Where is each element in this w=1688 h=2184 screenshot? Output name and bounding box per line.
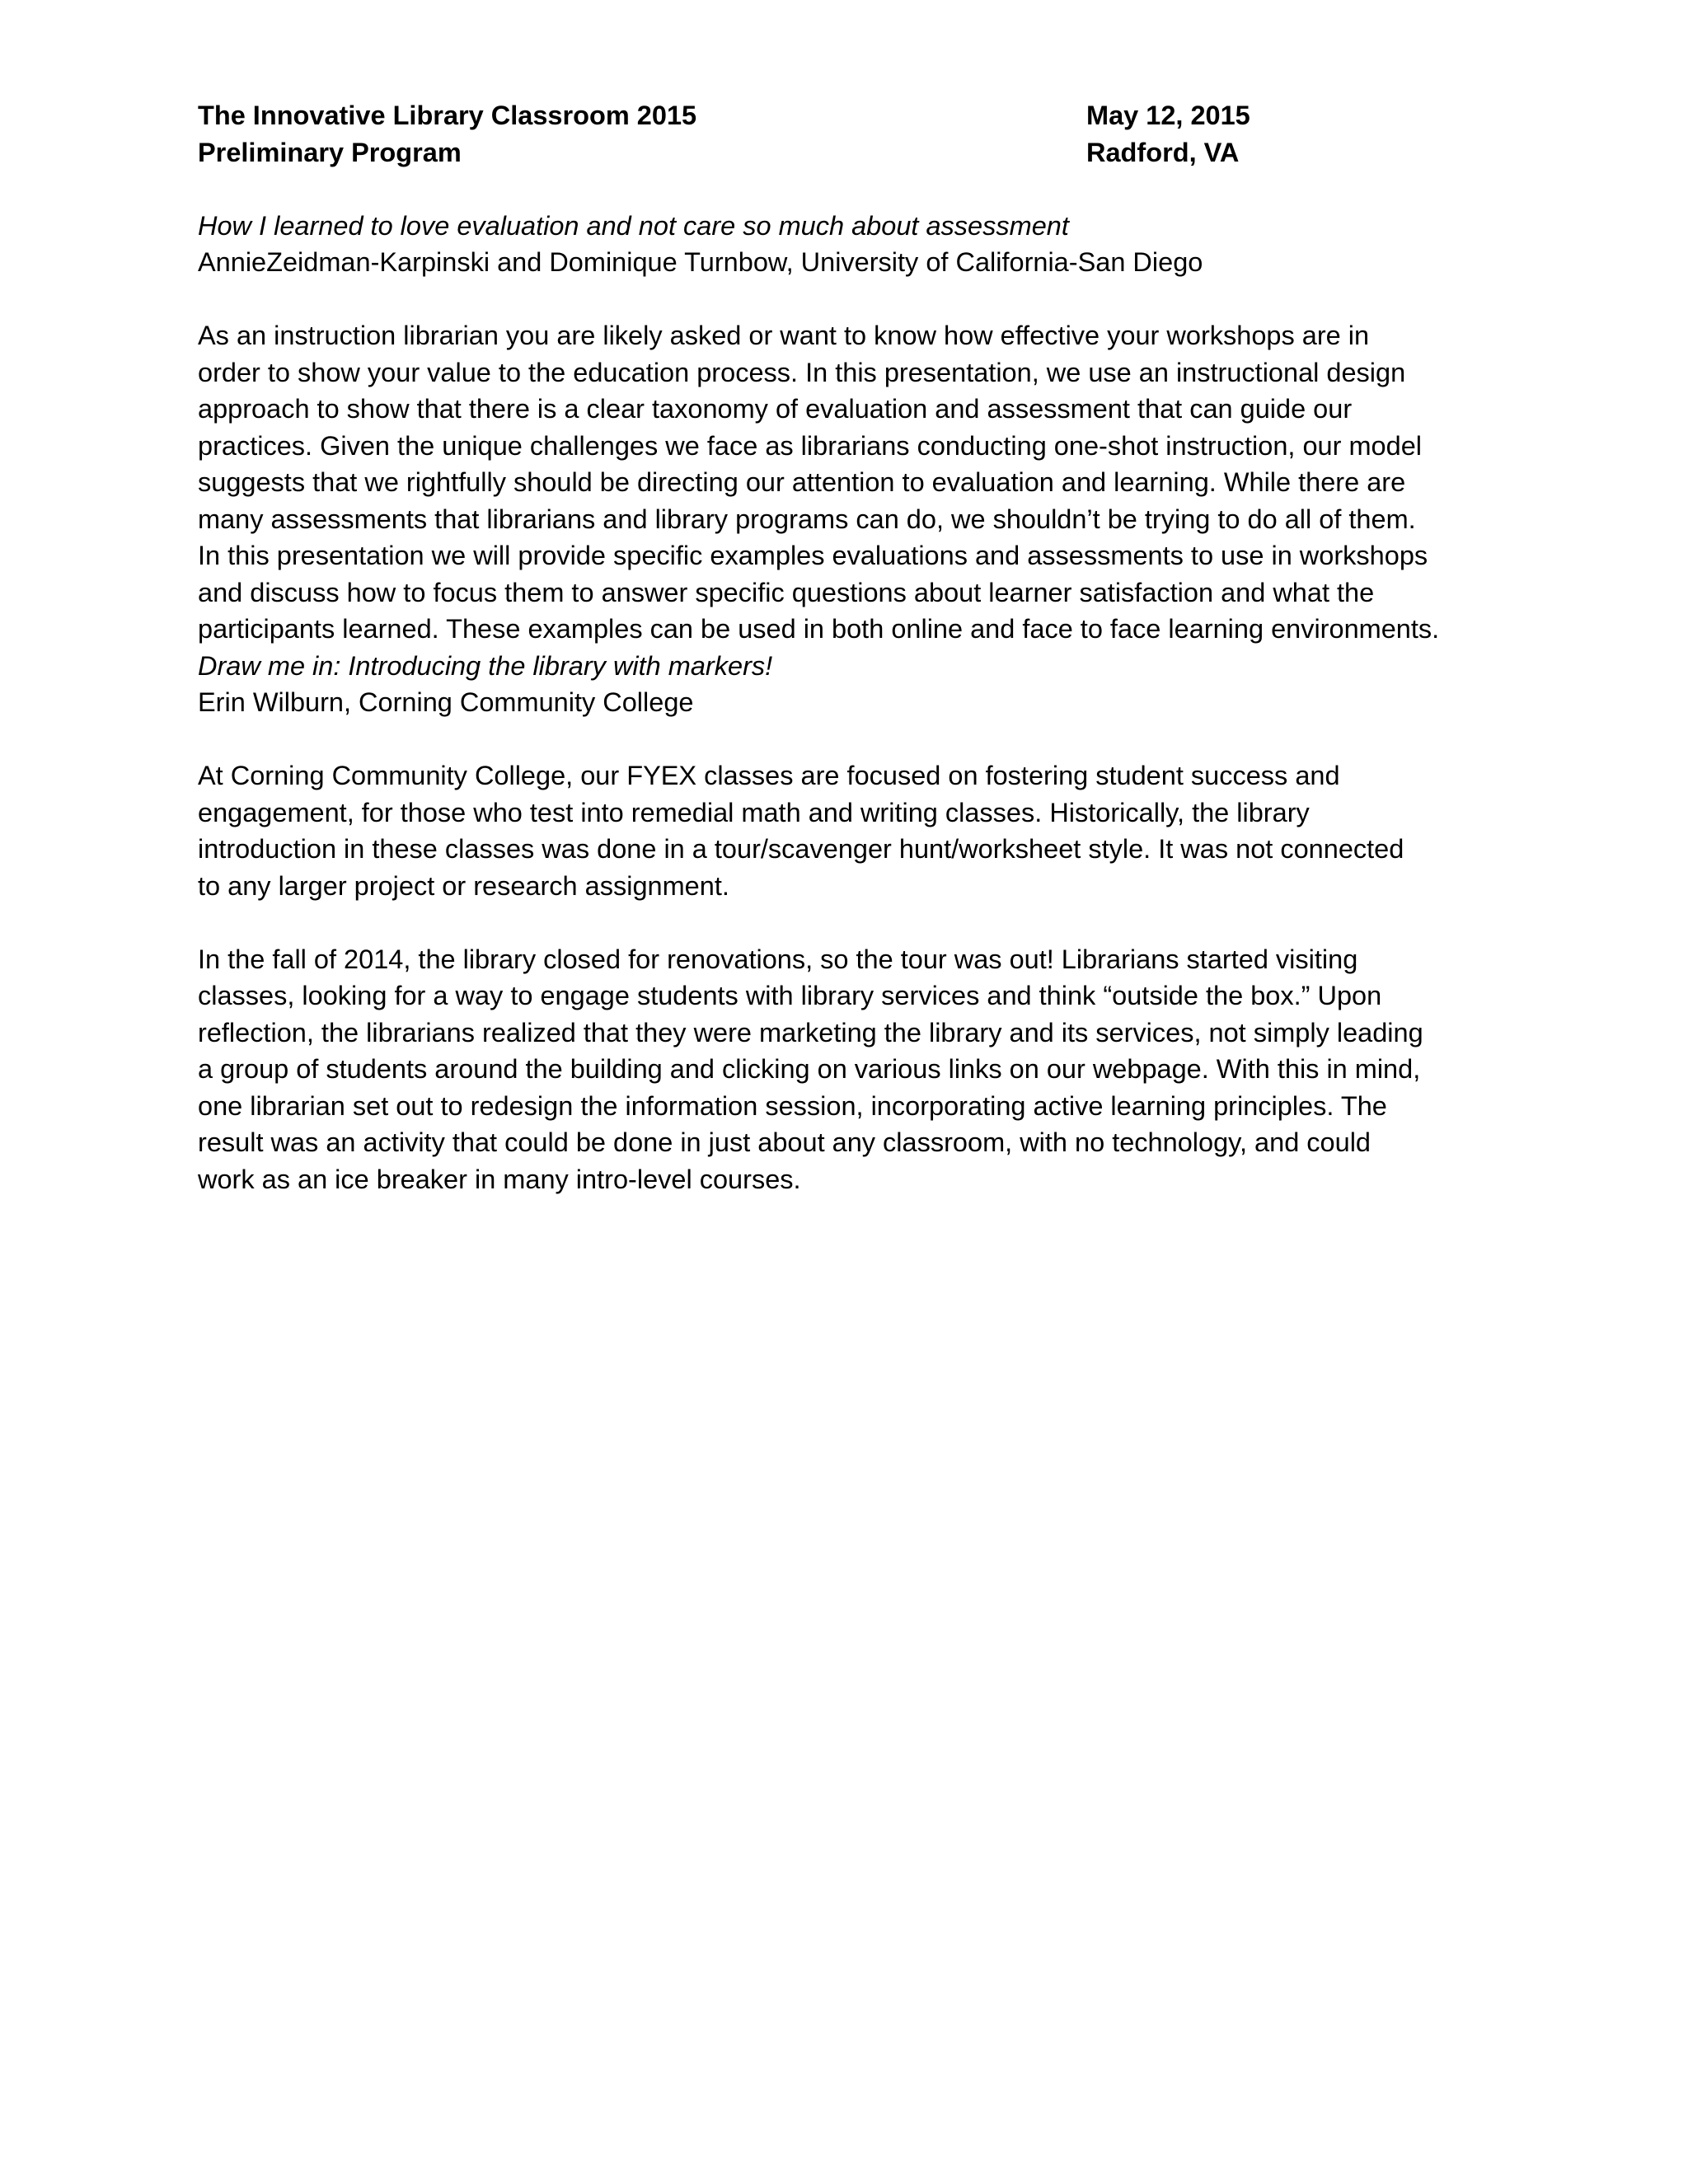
conference-title: The Innovative Library Classroom 2015 — [198, 101, 697, 130]
abstract-line: reflection, the librarians realized that they were marketing the library and its services, not simply leading — [198, 1017, 1423, 1047]
document-header — [198, 97, 1500, 171]
abstract-line: As an instruction librarian you are likely asked or want to know how effective your workshops are in — [198, 321, 1370, 350]
abstract-line: and discuss how to focus them to answer specific questions about learner satisfaction and what the — [198, 577, 1375, 607]
abstract-line: practices. Given the unique challenges we face as librarians conducting one-shot instruction, our model — [198, 430, 1423, 461]
abstract-line: order to show your value to the education process. In this presentation, we use an instructional design — [198, 357, 1406, 387]
abstract-line: introduction in these classes was done in a tour/scavenger hunt/worksheet style. It was not connected — [198, 834, 1404, 864]
program-label: Preliminary Program — [198, 137, 462, 167]
abstract-line: At Corning Community College, our FYEX classes are focused on fostering student success and — [198, 761, 1340, 790]
session-abstract — [198, 317, 1500, 648]
session-2 — [198, 648, 1500, 1198]
abstract-line: to any larger project or research assignment. — [198, 870, 729, 901]
abstract-line: work as an ice breaker in many intro-level courses. — [198, 1164, 801, 1194]
conference-date: May 12, 2015 — [1086, 101, 1250, 130]
abstract-line: approach to show that there is a clear taxonomy of evaluation and assessment that can guide our — [198, 394, 1353, 424]
abstract-line: participants learned. These examples can be used in both online and face to face learning environments. — [198, 614, 1440, 644]
abstract-line: many assessments that librarians and library programs can do, we shouldn’t be trying to do all of them. — [198, 504, 1416, 534]
session-title: How I learned to love evaluation and not care so much about assessment — [198, 210, 1069, 241]
session-1 — [198, 208, 1500, 648]
abstract-line: a group of students around the building and clicking on various links on our webpage. With this in mind, — [198, 1054, 1421, 1084]
session-title: Draw me in: Introducing the library with markers! — [198, 650, 773, 681]
session-authors: Erin Wilburn, Corning Community College — [198, 687, 694, 717]
abstract-line: result was an activity that could be done in just about any classroom, with no technology, and could — [198, 1127, 1372, 1157]
abstract-line: suggests that we rightfully should be directing our attention to evaluation and learning. While there are — [198, 467, 1406, 497]
session-authors: AnnieZeidman-Karpinski and Dominique Turnbow, University of California-San Diego — [198, 247, 1203, 277]
session-abstract — [198, 941, 1500, 1198]
conference-location: Radford, VA — [1086, 137, 1240, 167]
abstract-line: engagement, for those who test into remedial math and writing classes. Historically, the library — [198, 797, 1310, 827]
header-left — [198, 97, 696, 171]
header-right — [1086, 97, 1250, 171]
abstract-line: In the fall of 2014, the library closed for renovations, so the tour was out! Librarians started visiting — [198, 944, 1358, 974]
abstract-line: one librarian set out to redesign the information session, incorporating active learning principles. The — [198, 1090, 1387, 1121]
abstract-line: classes, looking for a way to engage students with library services and think “outside the box.” Upon — [198, 981, 1382, 1010]
abstract-line: In this presentation we will provide specific examples evaluations and assessments to use in workshops — [198, 541, 1428, 570]
session-abstract — [198, 757, 1500, 904]
document-page — [198, 97, 1500, 1197]
